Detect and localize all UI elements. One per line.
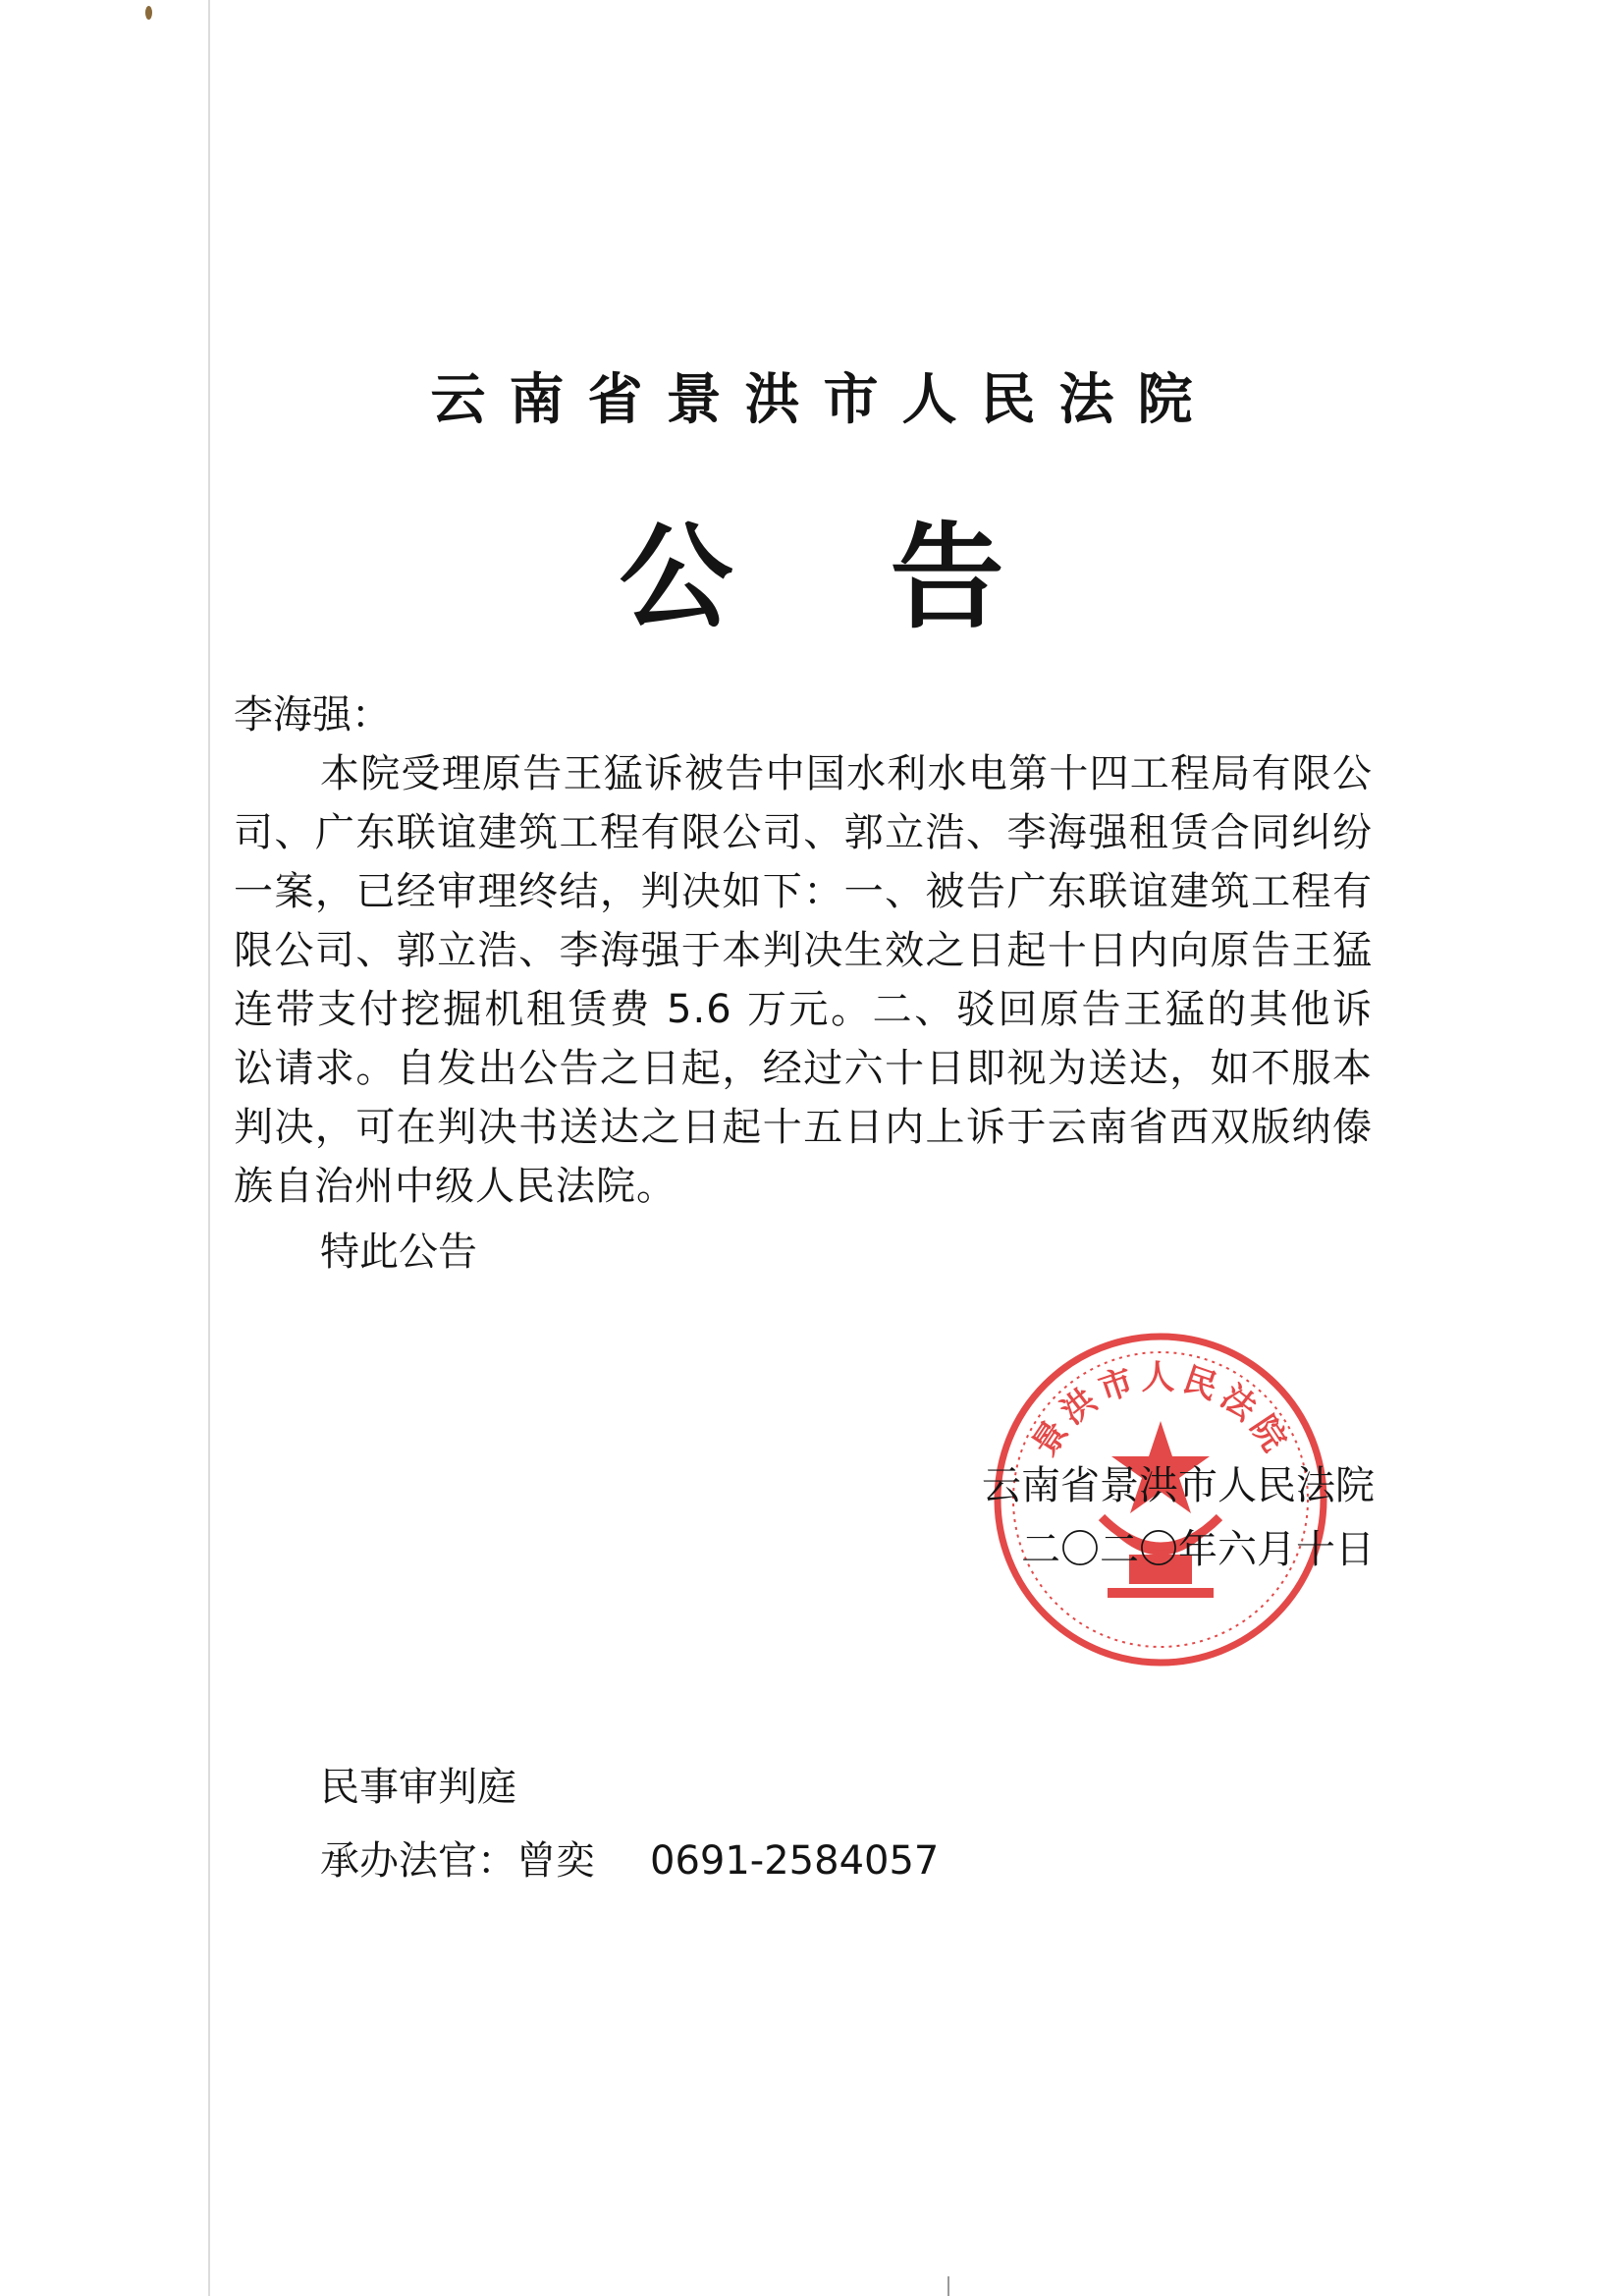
document-title: 公告 [619, 511, 1162, 644]
notice-paragraph: 本院受理原告王猛诉被告中国水利水电第十四工程局有限公司、广东联谊建筑工程有限公司、郭立浩、李海强租赁合同纠纷一案，已经审理终结，判决如下：一、被告广东联谊建筑工程有限公司、郭立浩、李海强于本判决生效之日起十日内向原告王猛连带支付挖掘机租赁费 5.6 万元。二、驳回原告王猛的其他诉讼请求。自发出公告之日起，经过六十日即视为送达，如不服本判决，可在判决书送达之日起十五日内上诉于云南省西双版纳傣族自治州中级人民法院。 [234, 751, 1373, 1209]
judge-contact [320, 1831, 939, 1890]
closing-line: 特此公告 [320, 1230, 477, 1275]
svg-text:景洪市人民法院: 景洪市人民法院 [1025, 1357, 1297, 1464]
addressee: 李海强： [234, 692, 391, 738]
judge-name: 承办法官：曾奕 [320, 1838, 595, 1884]
signature-date: 二〇二〇年六月十日 [1021, 1527, 1375, 1572]
court-title: 云南省景洪市人民法院 [430, 368, 1217, 432]
page-bottom-mark [947, 2276, 949, 2296]
signature-court-name: 云南省景洪市人民法院 [982, 1463, 1375, 1508]
paper-speck [145, 6, 152, 20]
tribunal-name: 民事审判庭 [320, 1765, 516, 1810]
page-edge-line [208, 0, 210, 2296]
phone-number: 0691-2584057 [650, 1838, 940, 1884]
